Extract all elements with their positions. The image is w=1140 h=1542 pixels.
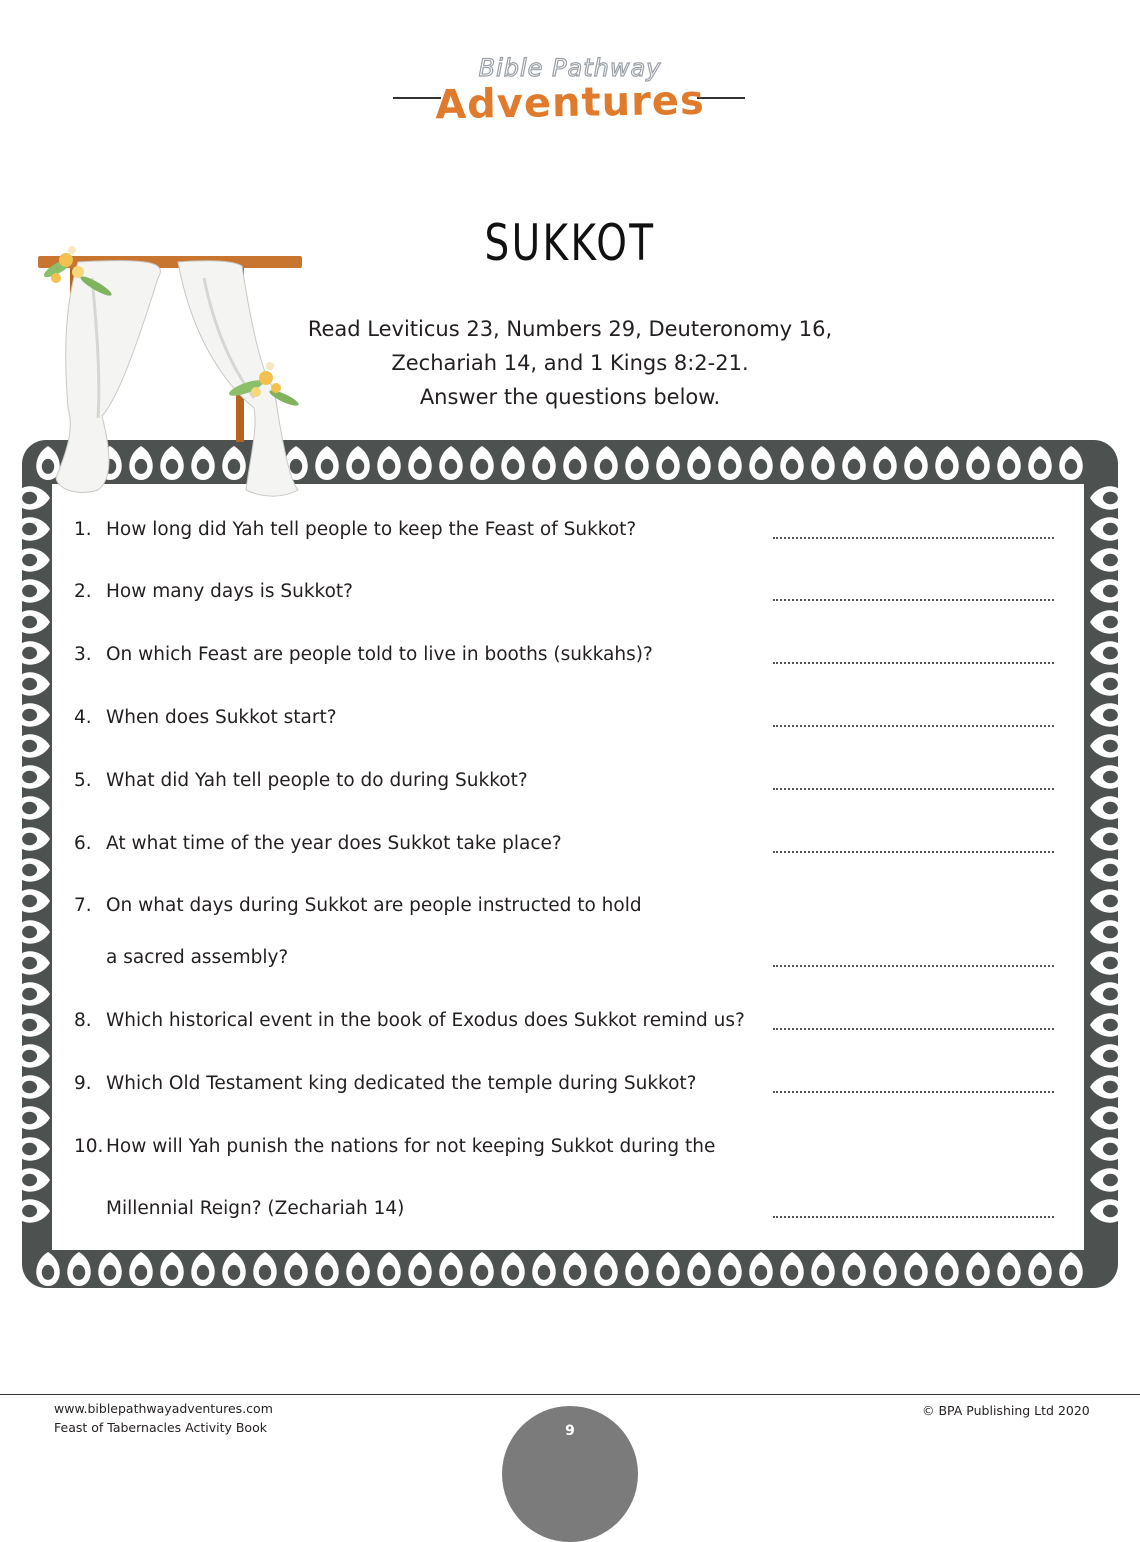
page-title: SUKKOT: [484, 214, 656, 272]
answer-line-7[interactable]: [773, 965, 1054, 967]
question-text: On what days during Sukkot are people instructed to hold: [106, 895, 642, 916]
footer-website[interactable]: www.biblepathwayadventures.com: [54, 1401, 273, 1416]
question-7-continued: a sacred assembly?: [106, 947, 289, 968]
logo: [0, 24, 1140, 129]
question-text: What did Yah tell people to do during Sukkot?: [106, 770, 528, 791]
footer-copyright: © BPA Publishing Ltd 2020: [922, 1403, 1090, 1418]
instruction-line: Read Leviticus 23, Numbers 29, Deuteronomy 16,: [307, 317, 833, 341]
answer-line-1[interactable]: [773, 537, 1054, 539]
logo-main-text: Adventures: [434, 77, 706, 129]
question-4: 4. When does Sukkot start?: [74, 707, 337, 728]
question-1: 1. How long did Yah tell people to keep the Feast of Sukkot?: [74, 519, 637, 540]
answer-line-8[interactable]: [773, 1028, 1054, 1030]
answer-line-2[interactable]: [773, 599, 1054, 601]
logo-top-text: Bible Pathway: [478, 54, 662, 82]
question-text: How long did Yah tell people to keep the Feast of Sukkot?: [106, 519, 637, 540]
answer-line-10[interactable]: [773, 1216, 1054, 1218]
question-5: 5. What did Yah tell people to do during Sukkot?: [74, 770, 528, 791]
question-text: At what time of the year does Sukkot take place?: [106, 833, 562, 854]
question-10: 10. How will Yah punish the nations for not keeping Sukkot during the: [74, 1136, 716, 1157]
answer-line-4[interactable]: [773, 725, 1054, 727]
question-9: 9. Which Old Testament king dedicated the temple during Sukkot?: [74, 1073, 697, 1094]
question-text: Which historical event in the book of Exodus does Sukkot remind us?: [106, 1010, 745, 1031]
question-7: 7. On what days during Sukkot are people instructed to hold: [74, 895, 642, 916]
wedding-arch-illustration: [18, 238, 308, 500]
question-text: On which Feast are people told to live in booths (sukkahs)?: [106, 644, 653, 665]
page-number: 9: [565, 1423, 575, 1439]
instruction-line: Answer the questions below.: [419, 385, 721, 409]
instruction-line: Zechariah 14, and 1 Kings 8:2-21.: [391, 351, 749, 375]
question-text: When does Sukkot start?: [106, 707, 337, 728]
footer-book-title: Feast of Tabernacles Activity Book: [54, 1420, 267, 1435]
answer-line-6[interactable]: [773, 851, 1054, 853]
question-8: 8. Which historical event in the book of Exodus does Sukkot remind us?: [74, 1010, 745, 1031]
question-text: How many days is Sukkot?: [106, 581, 353, 602]
answer-line-3[interactable]: [773, 662, 1054, 664]
question-text: How will Yah punish the nations for not keeping Sukkot during the: [106, 1136, 716, 1157]
answer-line-9[interactable]: [773, 1091, 1054, 1093]
question-3: 3. On which Feast are people told to live in booths (sukkahs)?: [74, 644, 653, 665]
question-6: 6. At what time of the year does Sukkot take place?: [74, 833, 562, 854]
question-2: 2. How many days is Sukkot?: [74, 581, 353, 602]
question-10-continued: Millennial Reign? (Zechariah 14): [106, 1198, 405, 1219]
question-text: Which Old Testament king dedicated the temple during Sukkot?: [106, 1073, 697, 1094]
footer-divider: [0, 1394, 1140, 1395]
answer-line-5[interactable]: [773, 788, 1054, 790]
